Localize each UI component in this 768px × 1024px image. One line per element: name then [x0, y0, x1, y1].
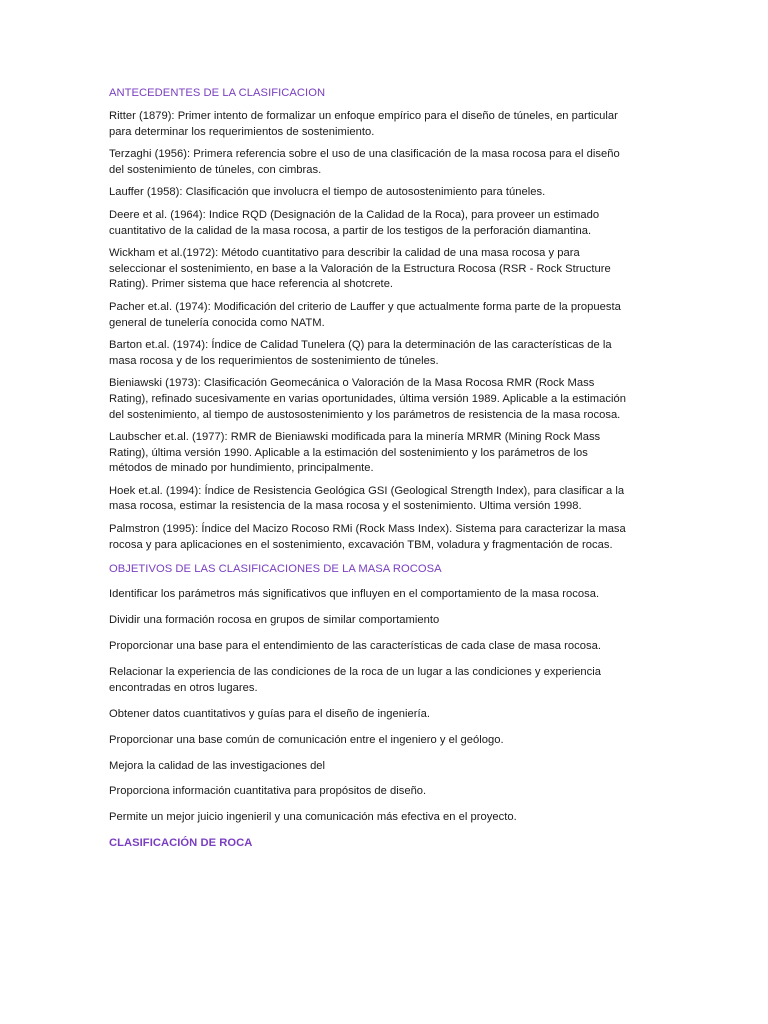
- objective-item: Permite un mejor juicio ingenieril y una comunicación más efectiva en el proyecto.: [109, 811, 517, 824]
- paragraph-barton: Barton et.al. (1974): Índice de Calidad Tunelera (Q) para la determinación de las características de la masa rocosa y de los requerimientos de sostenimiento de túneles.: [109, 339, 612, 367]
- objective-item: Proporcionar una base para el entendimiento de las características de cada clase de masa rocosa.: [109, 639, 601, 652]
- paragraph-wickham: Wickham et al.(1972): Método cuantitativo para describir la calidad de una masa rocosa y para seleccionar el sostenimiento, en base a la Valoración de la Estructura Rocosa (RSR - Rock Structure Rating). Primer sistema que hace referencia al shotcrete.: [109, 247, 611, 291]
- objective-item: Identificar los parámetros más significativos que influyen en el comportamiento de la masa rocosa.: [109, 588, 600, 601]
- objective-item: Relacionar la experiencia de las condiciones de la roca de un lugar a las condiciones y experiencia encontradas en otros lugares.: [109, 665, 602, 695]
- paragraph-ritter: Ritter (1879): Primer intento de formalizar un enfoque empírico para el diseño de túneles, en particular para determinar los requerimientos de sostenimiento.: [109, 110, 618, 138]
- paragraph-pacher: Pacher et.al. (1974): Modificación del criterio de Lauffer y que actualmente forma parte de la propuesta general de tunelería conocida como NATM.: [109, 300, 621, 329]
- objective-item: Obtener datos cuantitativos y guías para el diseño de ingeniería.: [109, 707, 430, 720]
- paragraph-lauffer: Lauffer (1958): Clasificación que involucra el tiempo de autosostenimiento para túneles.: [109, 186, 546, 199]
- objective-item: Dividir una formación rocosa en grupos de similar comportamiento: [109, 614, 440, 627]
- paragraph-hoek: Hoek et.al. (1994): Índice de Resistencia Geológica GSI (Geological Strength Index), para clasificar a la masa rocosa, estimar la resistencia de la masa rocosa y el sostenimiento. Ultima versión 1998.: [109, 484, 625, 513]
- paragraph-terzaghi: Terzaghi (1956): Primera referencia sobre el uso de una clasificación de la masa rocosa para el diseño del sostenimiento de túneles, con cimbras.: [109, 148, 620, 176]
- paragraph-bieniawski: Bieniawski (1973): Clasificación Geomecánica o Valoración de la Masa Rocosa RMR (Rock Mass Rating), refinado sucesivamente en varias oportunidades, última versión 1989. Aplicable a la estimación del sostenimiento, al tiempo de austosostenimiento y los parámetros de resistencia de la masa rocosa.: [109, 377, 626, 421]
- paragraph-deere: Deere et al. (1964): Indice RQD (Designación de la Calidad de la Roca), para proveer un estimado cuantitativo de la calidad de la masa rocosa, a partir de los testigos de la perforación diamantina.: [109, 208, 600, 237]
- section-heading-objetivos: OBJETIVOS DE LAS CLASIFICACIONES DE LA MASA ROCOSA: [109, 563, 442, 576]
- objective-item: Proporciona información cuantitativa para propósitos de diseño.: [109, 785, 427, 798]
- section-heading-clasificacion-de-roca: CLASIFICACIÓN DE ROCA: [109, 836, 253, 849]
- objective-item: Proporcionar una base común de comunicación entre el ingeniero y el geólogo.: [109, 733, 504, 746]
- document-page: [109, 84, 629, 860]
- paragraph-laubscher: Laubscher et.al. (1977): RMR de Bieniawski modificada para la minería MRMR (Mining Rock Mass Rating), última versión 1990. Aplicable a la estimación del sostenimiento y los parámetros de los métodos de minado por hundimiento, principalmente.: [109, 431, 601, 475]
- paragraph-palmstron: Palmstron (1995): Índice del Macizo Rocoso RMi (Rock Mass Index). Sistema para caracterizar la masa rocosa y para aplicaciones en el sostenimiento, excavación TBM, voladura y fragmentación de rocas.: [109, 523, 626, 551]
- objective-item: Mejora la calidad de las investigaciones del: [109, 759, 326, 772]
- section-heading-antecedentes: ANTECEDENTES DE LA CLASIFICACION: [109, 87, 326, 99]
